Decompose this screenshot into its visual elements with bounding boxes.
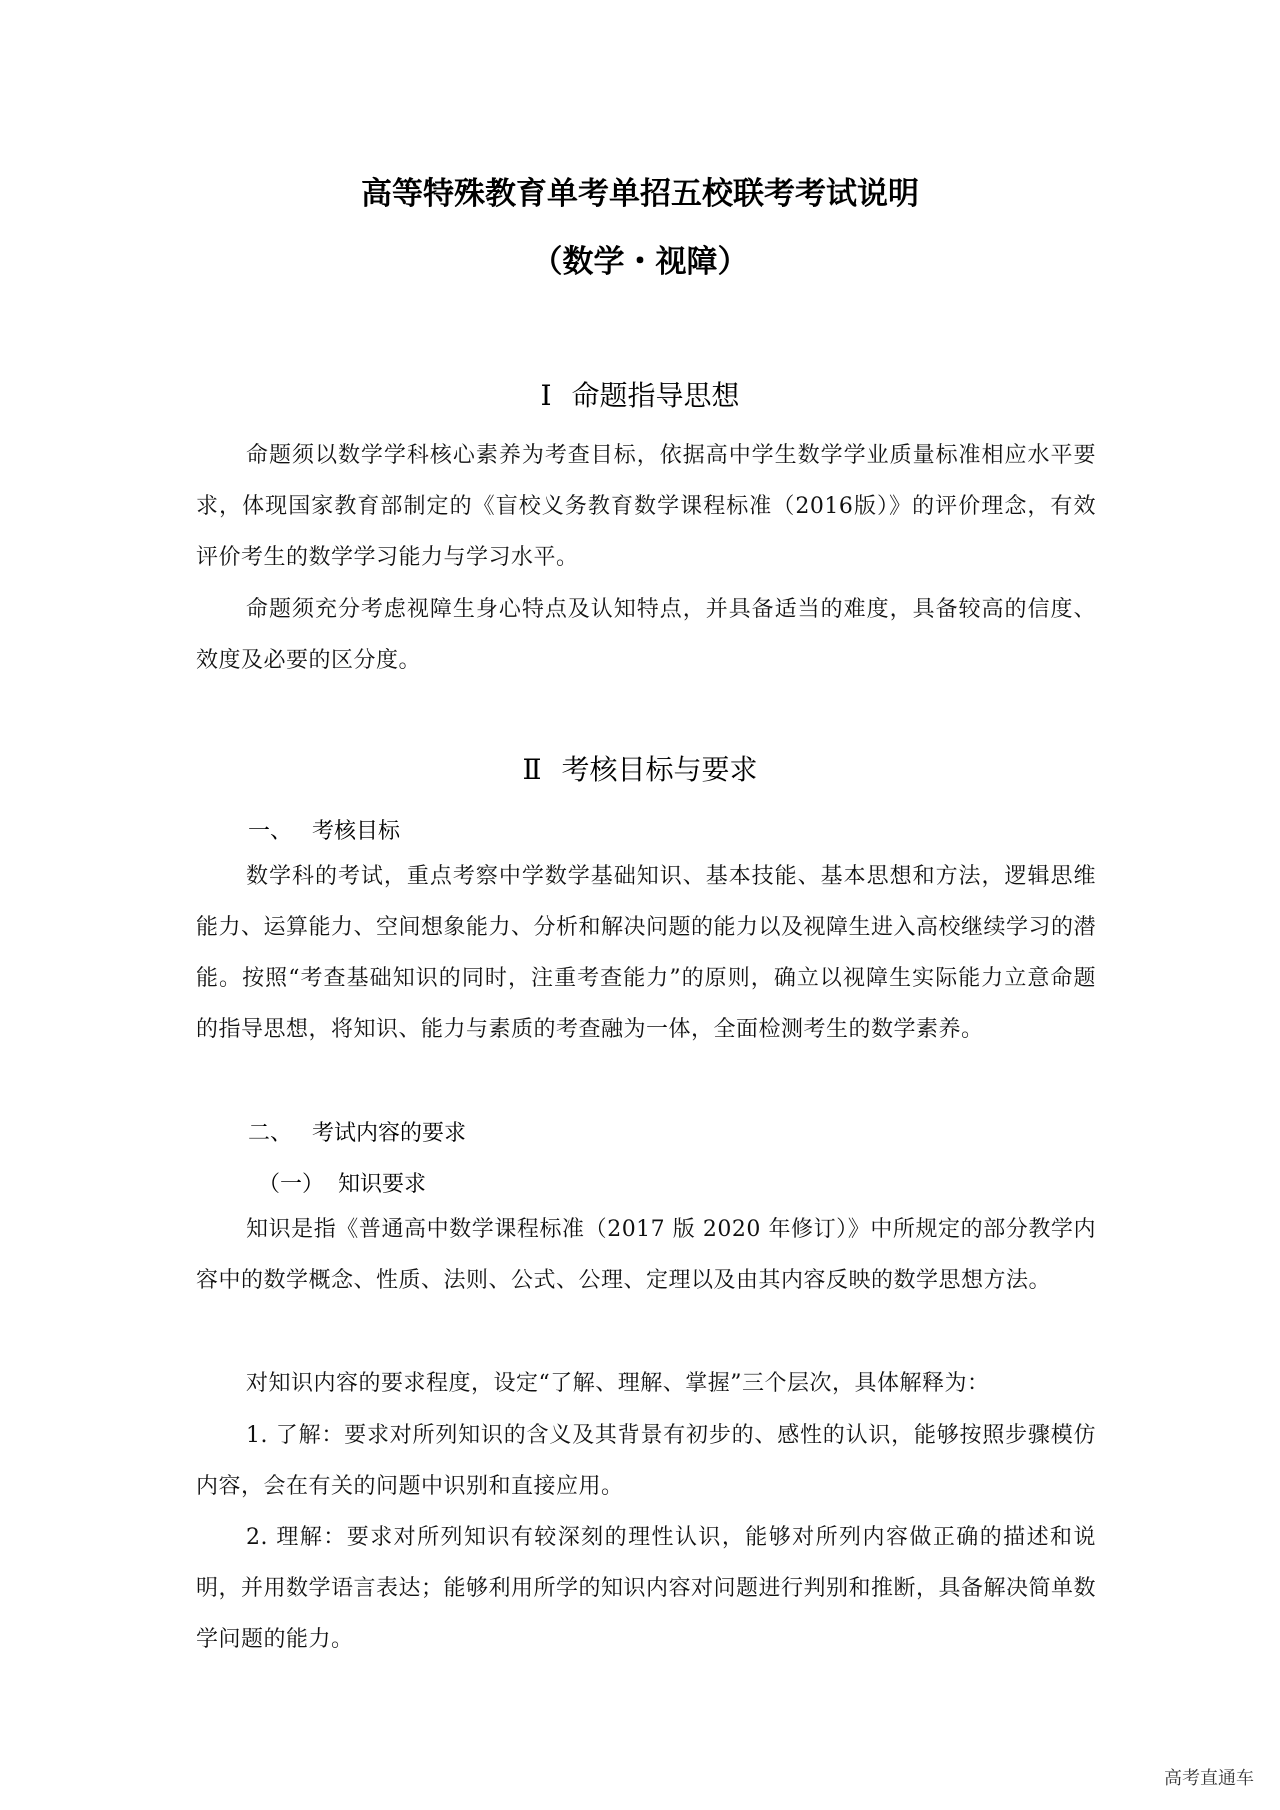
- subsection-2-number: 二、: [248, 1121, 293, 1146]
- subsection-2-heading: [248, 1116, 466, 1147]
- section-1-numeral: Ⅰ: [540, 379, 552, 412]
- section-1-heading: [0, 374, 1280, 414]
- knowledge-paragraph-4: 2. 理解：要求对所列知识有较深刻的理性认识，能够对所列内容做正确的描述和说明，并用数学语言表达；能够利用所学的知识内容对问题进行判别和推断，具备解决简单数学问题的能力。: [196, 1525, 1097, 1652]
- subsection-1-paragraph: 数学科的考试，重点考察中学数学基础知识、基本技能、基本思想和方法，逻辑思维能力、运算能力、空间想象能力、分析和解决问题的能力以及视障生进入高校继续学习的潜能。按照“考查基础知识的同时，注重考查能力”的原则，确立以视障生实际能力立意命题的指导思想，将知识、能力与素质的考查融为一体，全面检测考生的数学素养。: [196, 864, 1097, 1042]
- section-1-paragraph-1: 命题须以数学学科核心素养为考查目标，依据高中学生数学学业质量标准相应水平要求，体现国家教育部制定的《盲校义务教育数学课程标准（2016版）》的评价理念，有效评价考生的数学学习能力与学习水平。: [196, 443, 1096, 570]
- section-1-title: 命题指导思想: [571, 379, 740, 412]
- document-title: 高等特殊教育单考单招五校联考考试说明: [361, 176, 919, 212]
- subsection-1-heading: [248, 814, 400, 845]
- subsection-1-number: 一、: [248, 819, 293, 844]
- knowledge-paragraph-1: 知识是指《普通高中数学课程标准（2017 版 2020 年修订）》中所规定的部分教学内容中的数学概念、性质、法则、公式、公理、定理以及由其内容反映的数学思想方法。: [196, 1217, 1096, 1293]
- footer-watermark: 高考直通车: [1164, 1768, 1254, 1789]
- section-2-title: 考核目标与要求: [561, 753, 758, 786]
- subsection-2-1-heading: [258, 1167, 426, 1198]
- knowledge-paragraph-3: 1. 了解：要求对所列知识的含义及其背景有初步的、感性的认识，能够按照步骤模仿内容，会在有关的问题中识别和直接应用。: [196, 1423, 1096, 1499]
- document-subtitle: （数学・视障）: [531, 244, 749, 280]
- subsection-1-label: 考核目标: [312, 819, 401, 844]
- subsection-2-label: 考试内容的要求: [312, 1121, 467, 1146]
- knowledge-paragraph-2: 对知识内容的要求程度，设定“了解、理解、掌握”三个层次，具体解释为：: [246, 1371, 990, 1396]
- subsection-2-1-number: （一）: [258, 1172, 325, 1197]
- subsection-2-1-label: 知识要求: [338, 1172, 427, 1197]
- section-1-paragraph-2: 命题须充分考虑视障生身心特点及认知特点，并具备适当的难度，具备较高的信度、效度及必要的区分度。: [196, 597, 1096, 673]
- section-2-heading: [0, 748, 1280, 788]
- section-2-numeral: Ⅱ: [522, 753, 542, 786]
